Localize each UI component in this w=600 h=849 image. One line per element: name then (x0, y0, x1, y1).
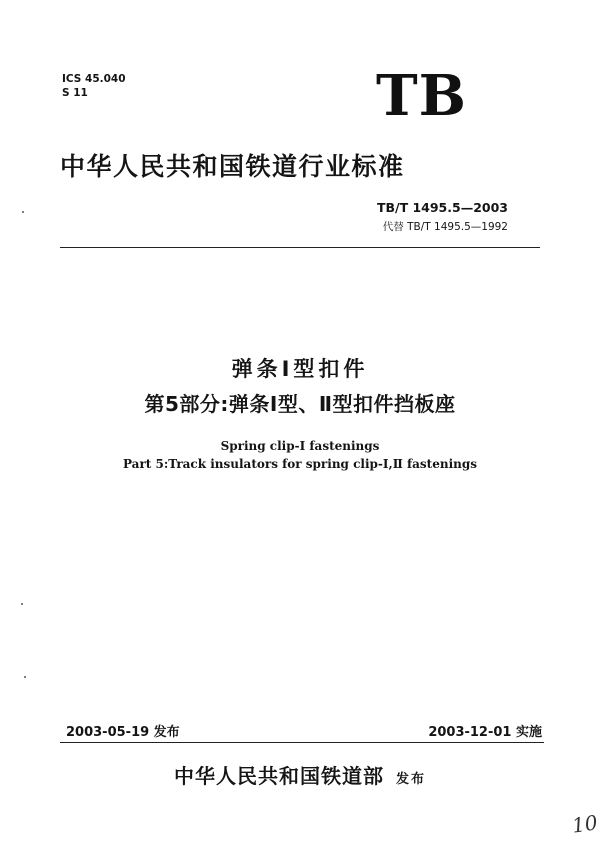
footer-divider (60, 742, 544, 743)
tb-logo: TB (376, 63, 468, 129)
replaces-standard: 代替 TB/T 1495.5—1992 (382, 221, 508, 233)
standard-category-title: 中华人民共和国铁道行业标准 (60, 152, 405, 181)
handwritten-page-mark: 10 (570, 810, 599, 838)
effective-date: 2003-12-01 实施 (428, 725, 542, 740)
category-code: S 11 (62, 87, 88, 99)
ics-code: ICS 45.040 (62, 73, 126, 85)
document-title-en-line1: Spring clip-Ⅰ fastenings (220, 439, 380, 453)
issuer-name: 中华人民共和国铁道部 (173, 764, 384, 788)
standard-number: TB/T 1495.5—2003 (376, 200, 508, 215)
header-divider (60, 247, 540, 248)
scan-speck (24, 676, 26, 678)
scan-speck (21, 603, 23, 605)
scan-speck (22, 211, 24, 213)
issuer-suffix: 发布 (395, 772, 426, 787)
classification-codes (62, 72, 126, 100)
document-title-zh-line1: 弹条Ⅰ型扣件 (231, 357, 369, 381)
publish-date: 2003-05-19 发布 (66, 725, 180, 740)
issuer (0, 762, 600, 794)
document-title-en-line2: Part 5:Track insulators for spring clip-Ⅰ,Ⅱ fastenings (122, 457, 478, 471)
document-title-zh-line2: 第5部分:弹条Ⅰ型、Ⅱ型扣件挡板座 (144, 392, 456, 416)
